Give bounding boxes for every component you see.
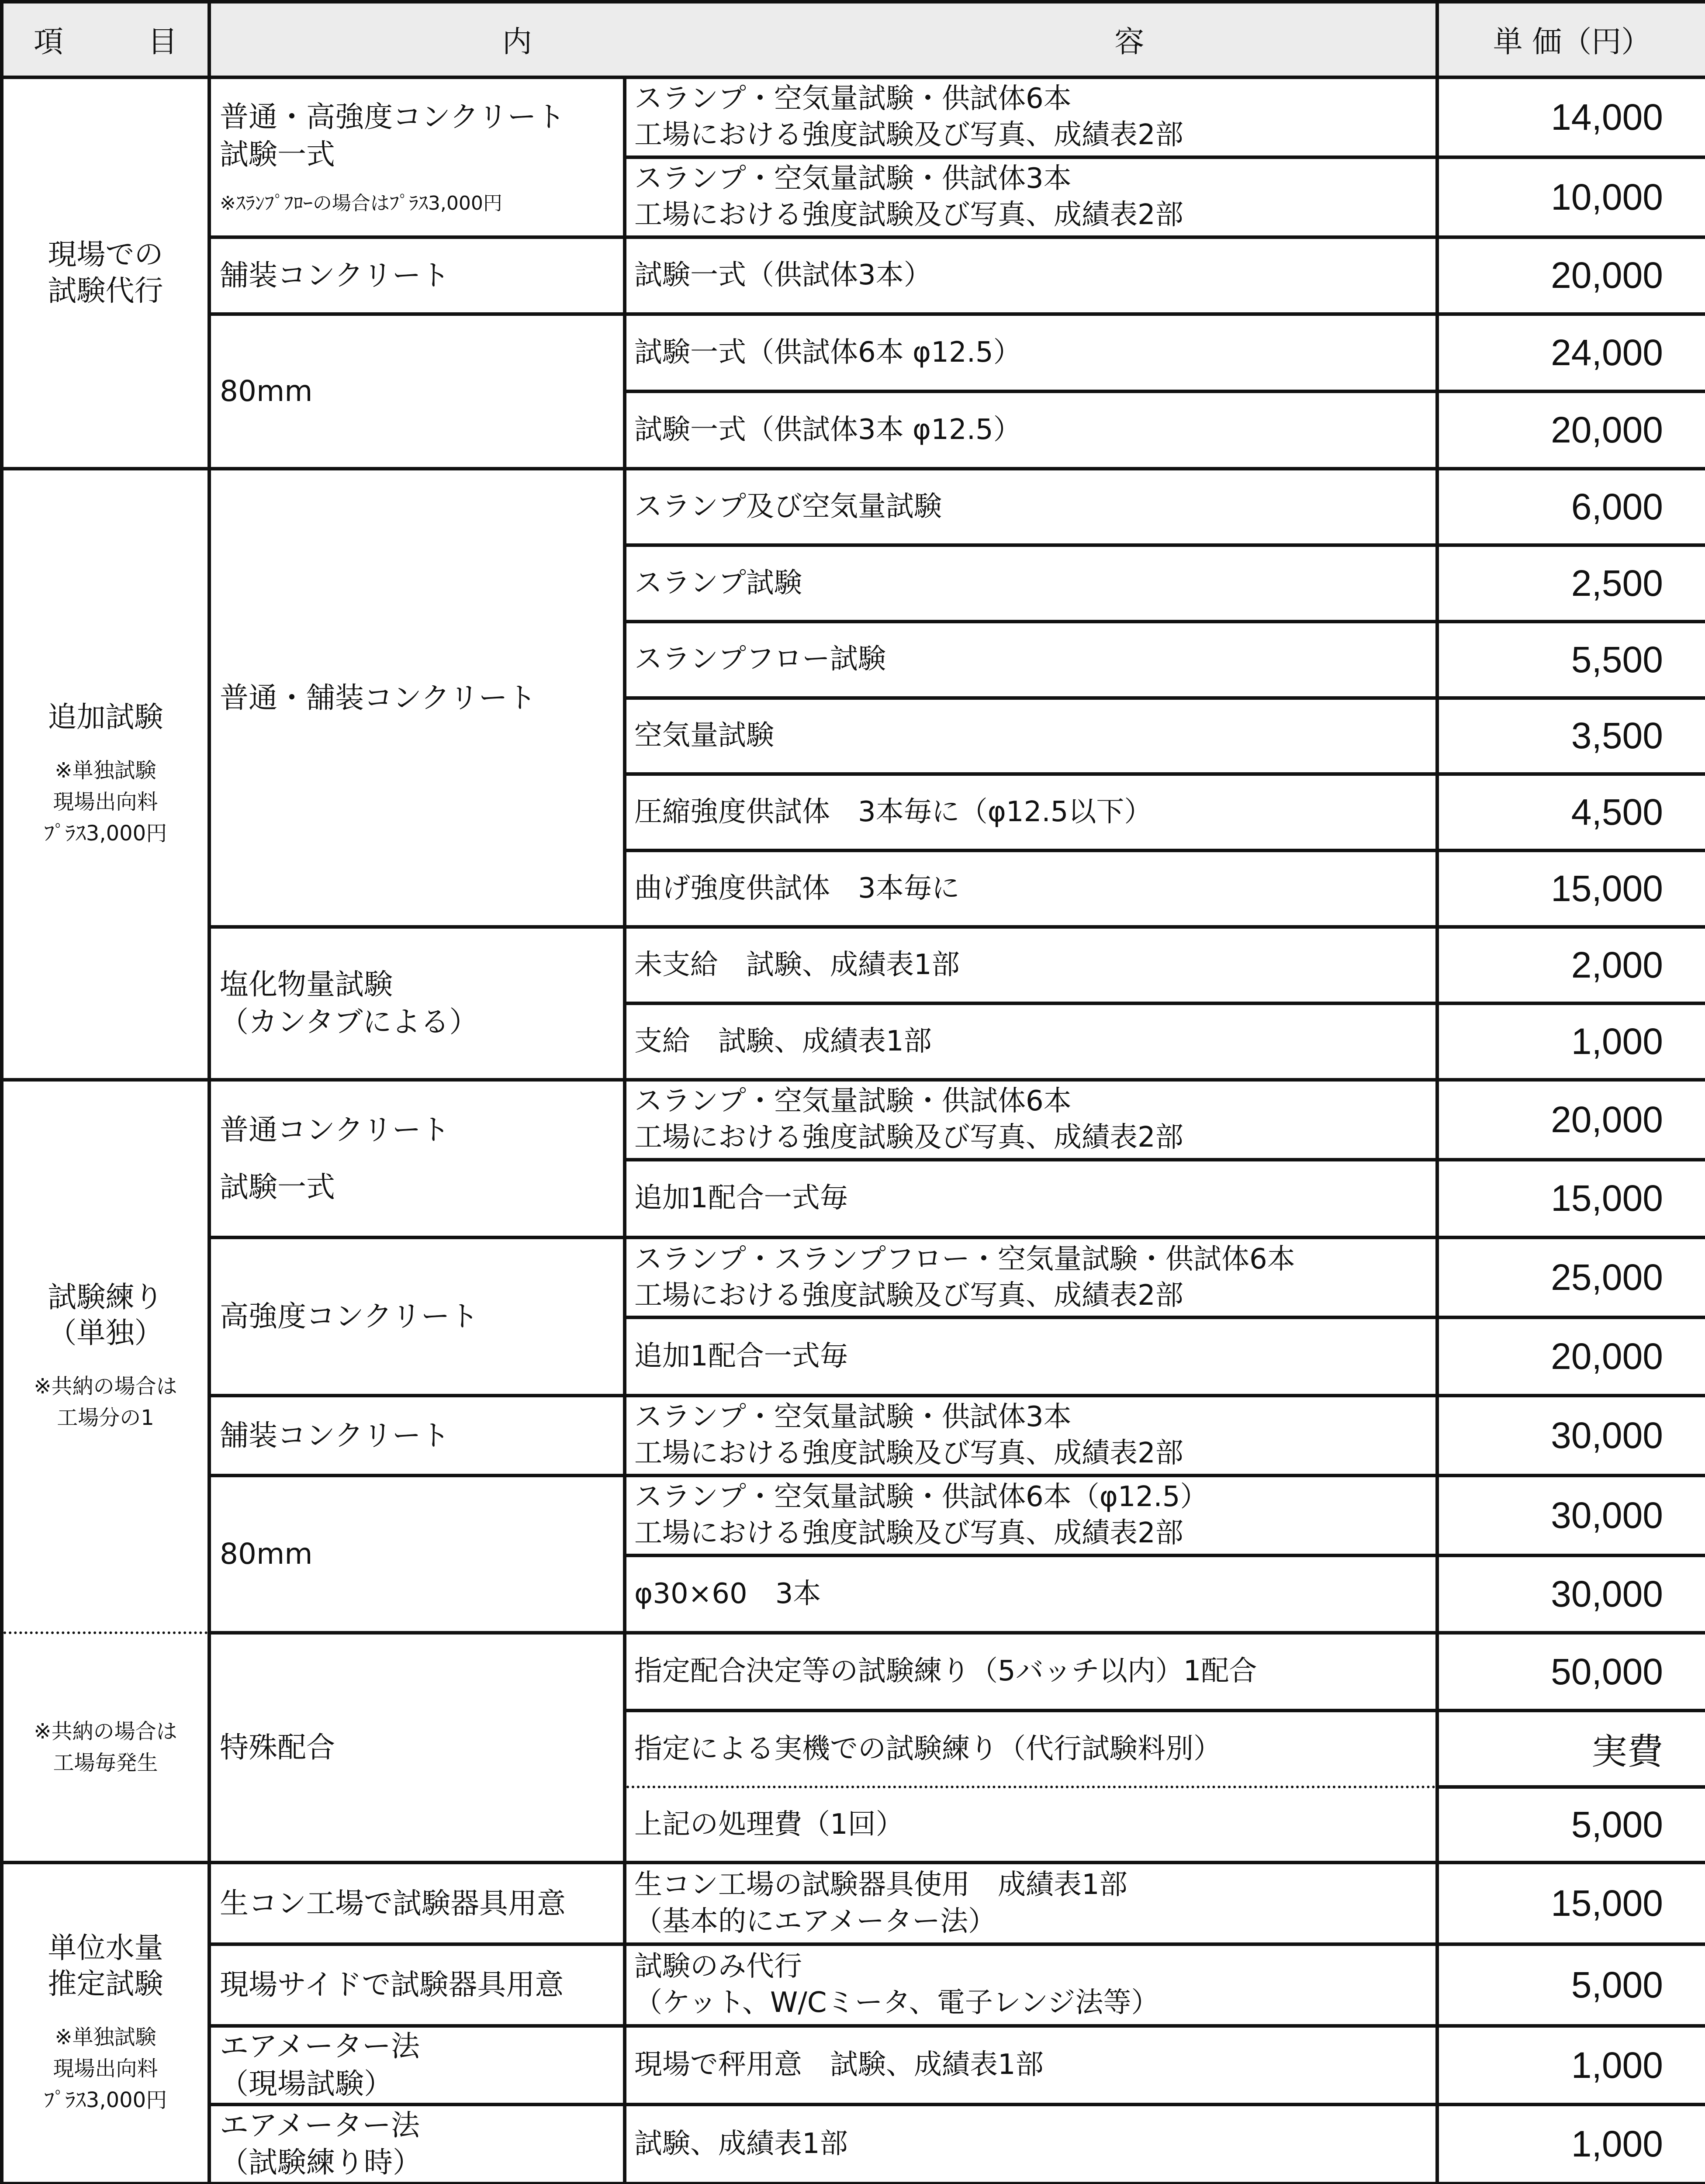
row-price: 15,000 — [1437, 1160, 1705, 1238]
subitem-label-sub: 試験一式 — [220, 1170, 335, 1204]
subitem-site-equipment: 現場サイドで試験器具用意 — [209, 1944, 625, 2026]
row-description: スランプ・空気量試験・供試体3本 工場における強度試験及び写真、成績表2部 — [625, 157, 1437, 237]
row-description: スランプ・空気量試験・供試体3本 工場における強度試験及び写真、成績表2部 — [625, 1396, 1437, 1476]
row-description: 指定による実機での試験練り（代行試験料別） — [625, 1711, 1437, 1787]
row-price: 5,000 — [1437, 1787, 1705, 1863]
row-price: 24,000 — [1437, 314, 1705, 391]
row-description: 曲げ強度供試体 3本毎に — [625, 850, 1437, 927]
subitem-futsu-kokyodo — [209, 77, 625, 237]
header-item-char-2: 目 — [148, 24, 178, 59]
subitem-enka: 塩化物量試験 （カンタブによる） — [209, 927, 625, 1080]
row-price: 10,000 — [1437, 157, 1705, 237]
subitem-note: ※ｽﾗﾝﾌﾟﾌﾛｰの場合はﾌﾟﾗｽ3,000円 — [220, 192, 502, 214]
row-description: 試験一式（供試体3本） — [625, 237, 1437, 314]
table-row — [2, 77, 1705, 157]
row-description: 試験のみ代行 （ケット、W/Cミータ、電子レンジ法等） — [625, 1944, 1437, 2026]
table-row — [2, 2105, 1705, 2183]
header-price: 単 価（円） — [1437, 2, 1705, 77]
subitem-futsu — [209, 1080, 625, 1238]
row-price: 14,000 — [1437, 77, 1705, 157]
row-price: 20,000 — [1437, 1080, 1705, 1160]
row-price: 25,000 — [1437, 1237, 1705, 1317]
header-content-char-1: 内 — [502, 24, 532, 59]
row-description: スランプ及び空気量試験 — [625, 469, 1437, 545]
category-note: ※単独試験 現場出向料 ﾌﾟﾗｽ3,000円 — [44, 2025, 167, 2112]
row-price: 50,000 — [1437, 1633, 1705, 1711]
row-description: 指定配合決定等の試験練り（5バッチ以内）1配合 — [625, 1633, 1437, 1711]
row-description: スランプフロー試験 — [625, 622, 1437, 698]
row-price: 3,500 — [1437, 698, 1705, 774]
table-row — [2, 1476, 1705, 1555]
row-description: 支給 試験、成績表1部 — [625, 1003, 1437, 1080]
category-trial-mix — [2, 1080, 209, 1633]
row-price: 5,500 — [1437, 622, 1705, 698]
table-row — [2, 469, 1705, 545]
subitem-airmeter-site: エアメーター法 （現場試験） — [209, 2026, 625, 2105]
row-price: 15,000 — [1437, 1863, 1705, 1944]
subitem-80mm: 80mm — [209, 314, 625, 469]
row-price: 1,000 — [1437, 2026, 1705, 2105]
row-price: 実費 — [1437, 1711, 1705, 1787]
row-description: スランプ試験 — [625, 545, 1437, 622]
header-content — [209, 2, 1437, 77]
row-description: 追加1配合一式毎 — [625, 1317, 1437, 1396]
row-price: 20,000 — [1437, 1317, 1705, 1396]
row-description: スランプ・スランプフロー・空気量試験・供試体6本 工場における強度試験及び写真、成績表2部 — [625, 1237, 1437, 1317]
table-row — [2, 1396, 1705, 1476]
category-water-content — [2, 1863, 209, 2184]
subitem-label: 普通・高強度コンクリート 試験一式 — [220, 100, 565, 172]
row-description: 追加1配合一式毎 — [625, 1160, 1437, 1238]
category-onsite — [2, 77, 209, 469]
row-price: 5,000 — [1437, 1944, 1705, 2026]
row-price: 20,000 — [1437, 237, 1705, 314]
subitem-hoso: 舗装コンクリート — [209, 237, 625, 314]
row-description: スランプ・空気量試験・供試体6本 工場における強度試験及び写真、成績表2部 — [625, 77, 1437, 157]
row-description: 未支給 試験、成績表1部 — [625, 927, 1437, 1003]
header-item-char-1: 項 — [33, 24, 63, 59]
row-price: 1,000 — [1437, 2105, 1705, 2183]
subitem-airmeter-trial: エアメーター法 （試験練り時） — [209, 2105, 625, 2183]
category-note: ※単独試験 現場出向料 ﾌﾟﾗｽ3,000円 — [44, 758, 167, 846]
category-label: 単位水量 推定試験 — [48, 1931, 163, 2001]
category-note: ※共納の場合は 工場毎発生 — [34, 1719, 177, 1776]
row-price: 1,000 — [1437, 1003, 1705, 1080]
row-description: スランプ・空気量試験・供試体6本 工場における強度試験及び写真、成績表2部 — [625, 1080, 1437, 1160]
header-item — [2, 2, 209, 77]
row-description: 空気量試験 — [625, 698, 1437, 774]
subitem-factory-equipment: 生コン工場で試験器具用意 — [209, 1863, 625, 1944]
table-row — [2, 237, 1705, 314]
row-description: φ30×60 3本 — [625, 1555, 1437, 1633]
table-row — [2, 2026, 1705, 2105]
row-price: 6,000 — [1437, 469, 1705, 545]
subitem-tokushu: 特殊配合 — [209, 1633, 625, 1863]
row-price: 20,000 — [1437, 391, 1705, 469]
row-description: 上記の処理費（1回） — [625, 1787, 1437, 1863]
table-row — [2, 1080, 1705, 1160]
category-special-note — [2, 1633, 209, 1863]
row-price: 2,500 — [1437, 545, 1705, 622]
row-description: 試験一式（供試体6本 φ12.5） — [625, 314, 1437, 391]
subitem-label: 普通コンクリート — [220, 1113, 450, 1147]
row-price: 15,000 — [1437, 850, 1705, 927]
table-row — [2, 1633, 1705, 1711]
row-price: 30,000 — [1437, 1476, 1705, 1555]
row-price: 4,500 — [1437, 774, 1705, 850]
table-row — [2, 314, 1705, 391]
header-row — [2, 2, 1705, 77]
row-description: 試験一式（供試体3本 φ12.5） — [625, 391, 1437, 469]
subitem-futsu-hoso: 普通・舗装コンクリート — [209, 469, 625, 927]
row-price: 30,000 — [1437, 1396, 1705, 1476]
category-label: 現場での 試験代行 — [48, 238, 163, 308]
category-label: 試験練り （単独） — [48, 1280, 163, 1350]
row-description: 圧縮強度供試体 3本毎に（φ12.5以下） — [625, 774, 1437, 850]
row-description: スランプ・空気量試験・供試体6本（φ12.5） 工場における強度試験及び写真、成績表2部 — [625, 1476, 1437, 1555]
table-row — [2, 1944, 1705, 2026]
subitem-hoso: 舗装コンクリート — [209, 1396, 625, 1476]
subitem-80mm: 80mm — [209, 1476, 625, 1633]
row-price: 30,000 — [1437, 1555, 1705, 1633]
row-description: 生コン工場の試験器具使用 成績表1部 （基本的にエアメーター法） — [625, 1863, 1437, 1944]
row-description: 現場で秤用意 試験、成績表1部 — [625, 2026, 1437, 2105]
category-additional — [2, 469, 209, 1080]
row-description: 試験、成績表1部 — [625, 2105, 1437, 2183]
subitem-kokyodo: 高強度コンクリート — [209, 1237, 625, 1396]
row-price: 2,000 — [1437, 927, 1705, 1003]
table-row — [2, 1237, 1705, 1317]
table-row — [2, 1863, 1705, 1944]
header-content-char-2: 容 — [1114, 24, 1145, 59]
category-note: ※共納の場合は 工場分の1 — [34, 1374, 177, 1430]
category-label: 追加試験 — [48, 700, 163, 734]
table-row — [2, 927, 1705, 1003]
